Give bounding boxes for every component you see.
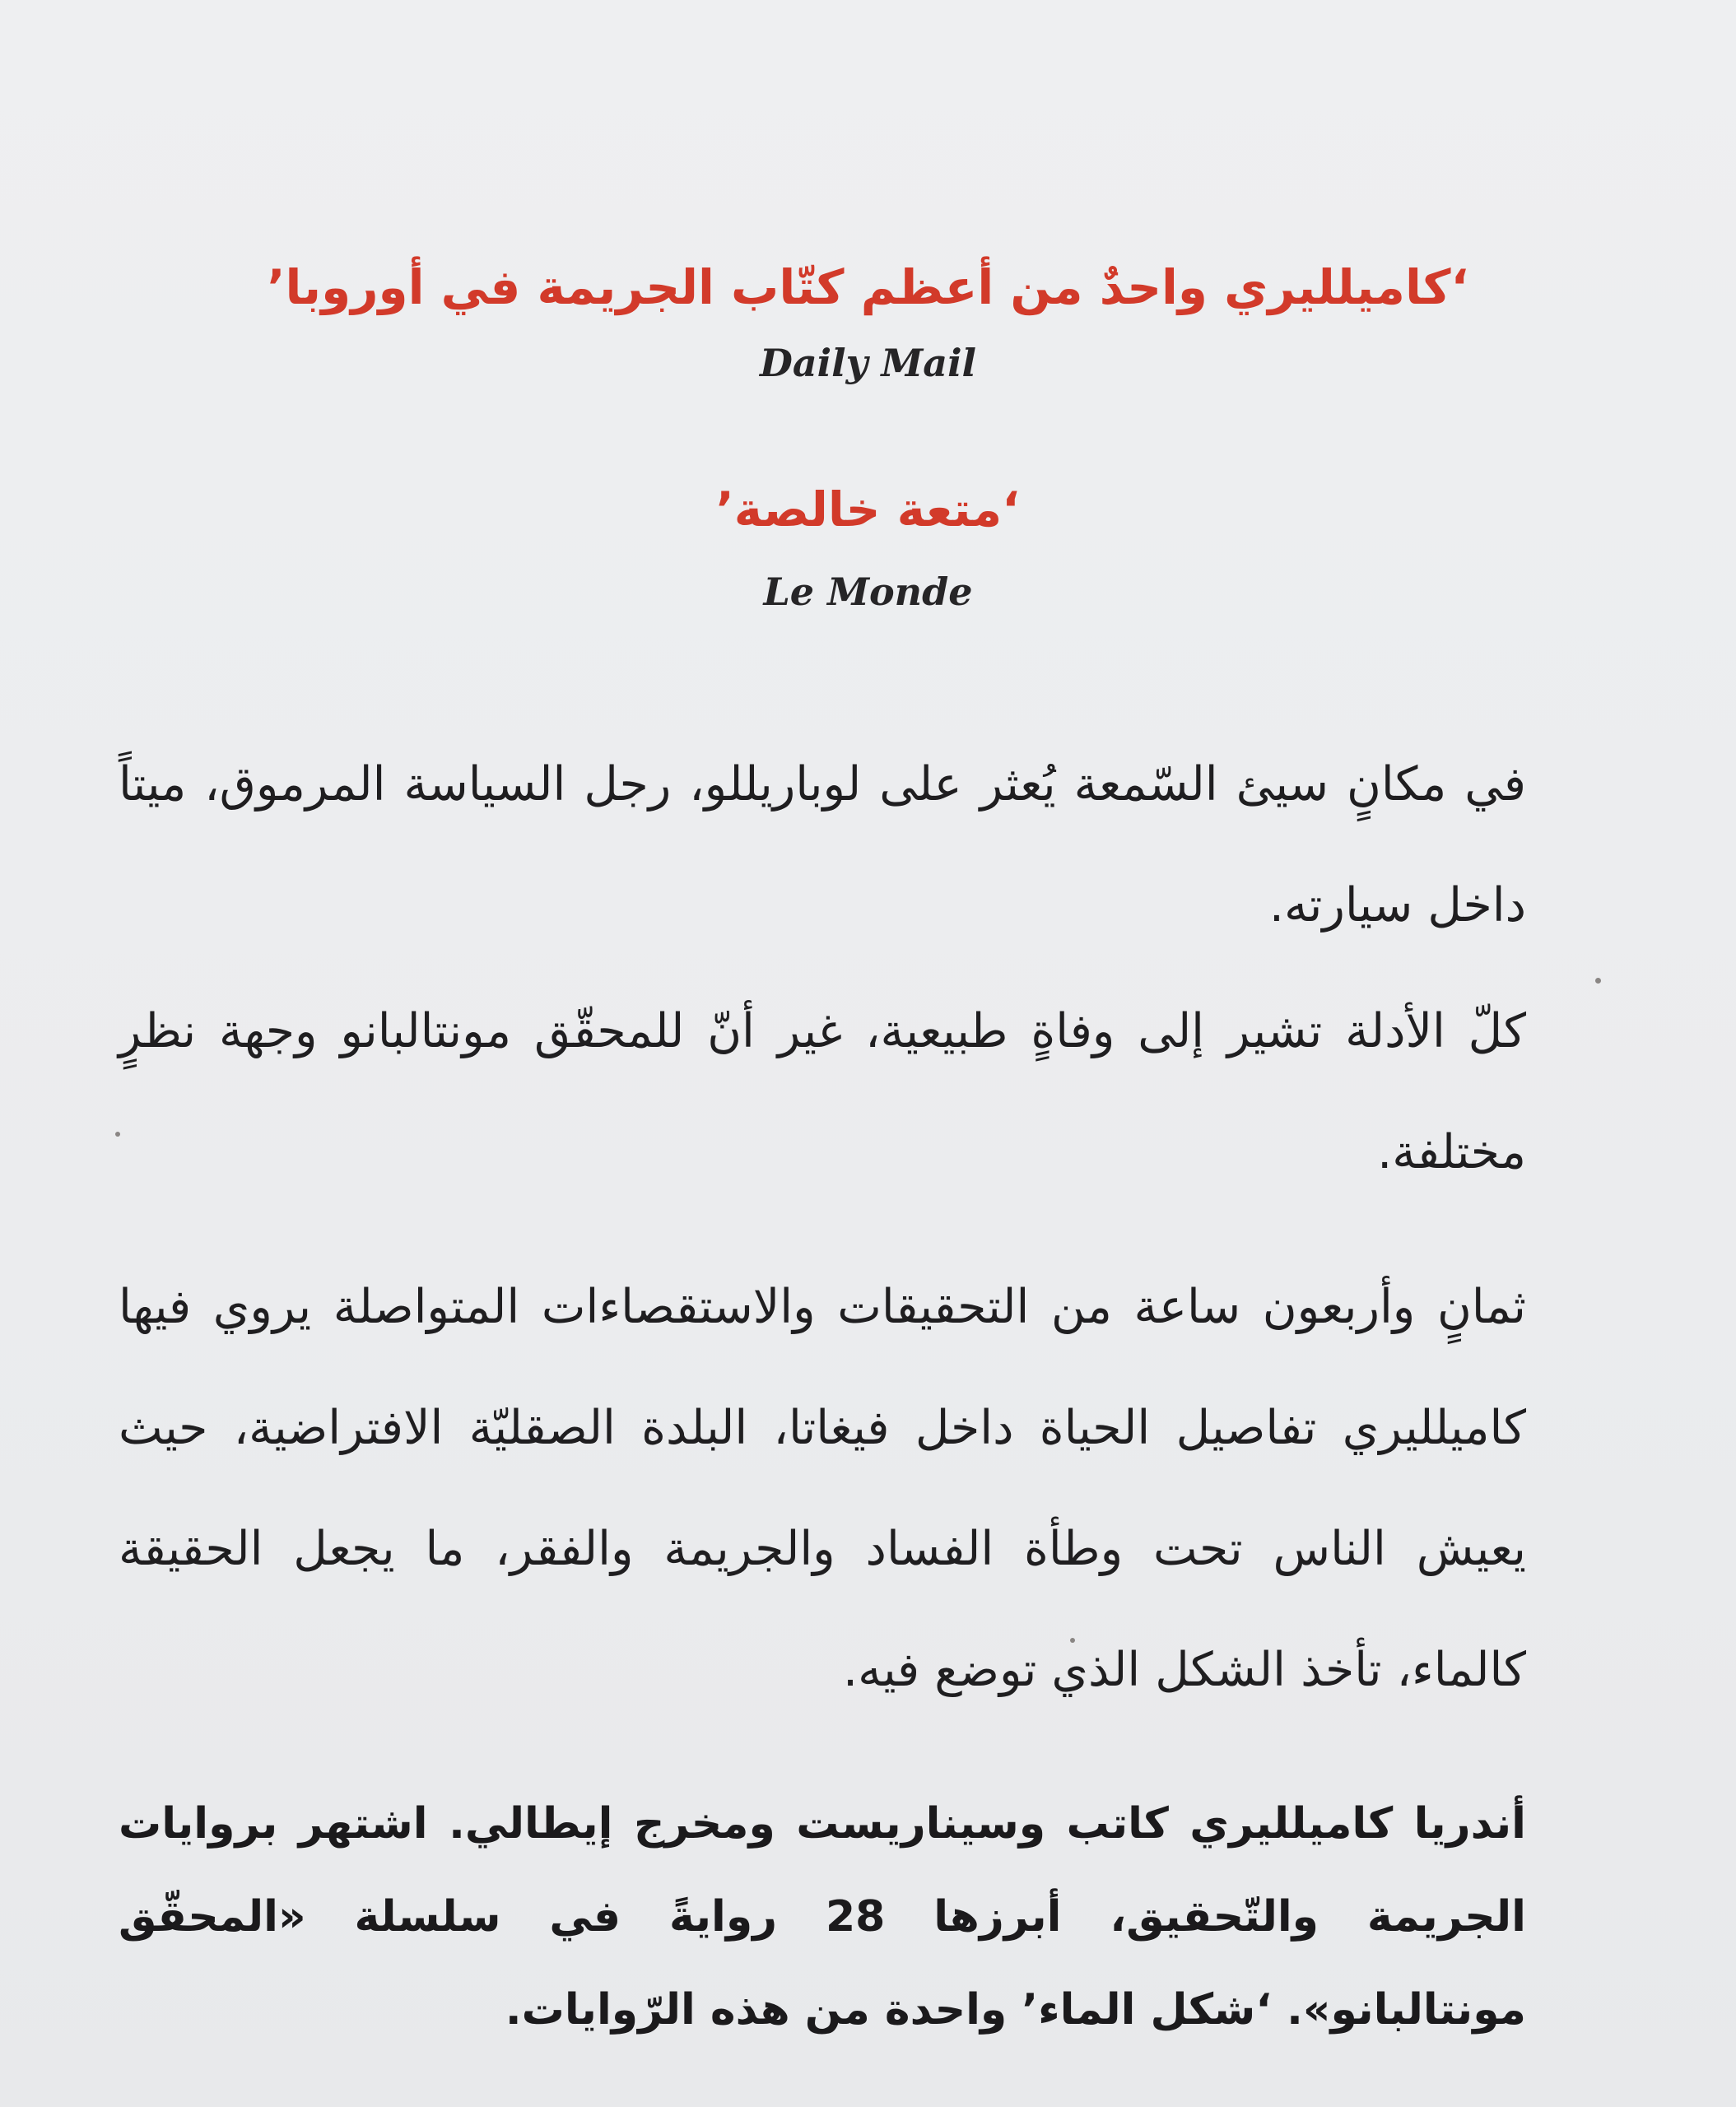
paper-speck [1595, 978, 1601, 984]
review-quote-2: ‘متعة خالصة’ [715, 481, 1021, 537]
paper-speck [115, 1132, 120, 1137]
review-source-2: Le Monde [763, 570, 973, 614]
author-bio: أندريا كاميلليري كاتب وسيناريست ومخرج إيطالي. اشتهر بروايات الجريمة والتّحقيق، أبرزها 28 روايةً في سلسلة «المحقّق مونتالبانو». ‘شكل الماء’ واحدة من هذه الرّوايات. [119, 1799, 1526, 2035]
paper-speck [1070, 1638, 1075, 1643]
review-source-1: Daily Mail [759, 341, 977, 385]
synopsis-paragraph-2: كلّ الأدلة تشير إلى وفاةٍ طبيعية، غير أنّ للمحقّق مونتالبانو وجهة نظرٍ مختلفة. [119, 1004, 1526, 1179]
review-quote-1: ‘كاميلليري واحدٌ من أعظم كتّاب الجريمة في أوروبا’ [267, 259, 1469, 315]
synopsis-paragraph-1: في مكانٍ سيئ السّمعة يُعثر على لوباريللو، رجل السياسة المرموق، ميتاً داخل سيارته. [119, 757, 1526, 933]
synopsis-paragraph-3: ثمانٍ وأربعون ساعة من التحقيقات والاستقصاءات المتواصلة يروي فيها كاميلليري تفاصيل الحياة داخل فيغاتا، البلدة الصقليّة الافتراضية، حيث يعيش الناس تحت وطأة الفساد والجريمة والفقر، ما يجعل الحقيقة كالماء، تأخذ الشكل الذي توضع فيه. [119, 1280, 1526, 1697]
